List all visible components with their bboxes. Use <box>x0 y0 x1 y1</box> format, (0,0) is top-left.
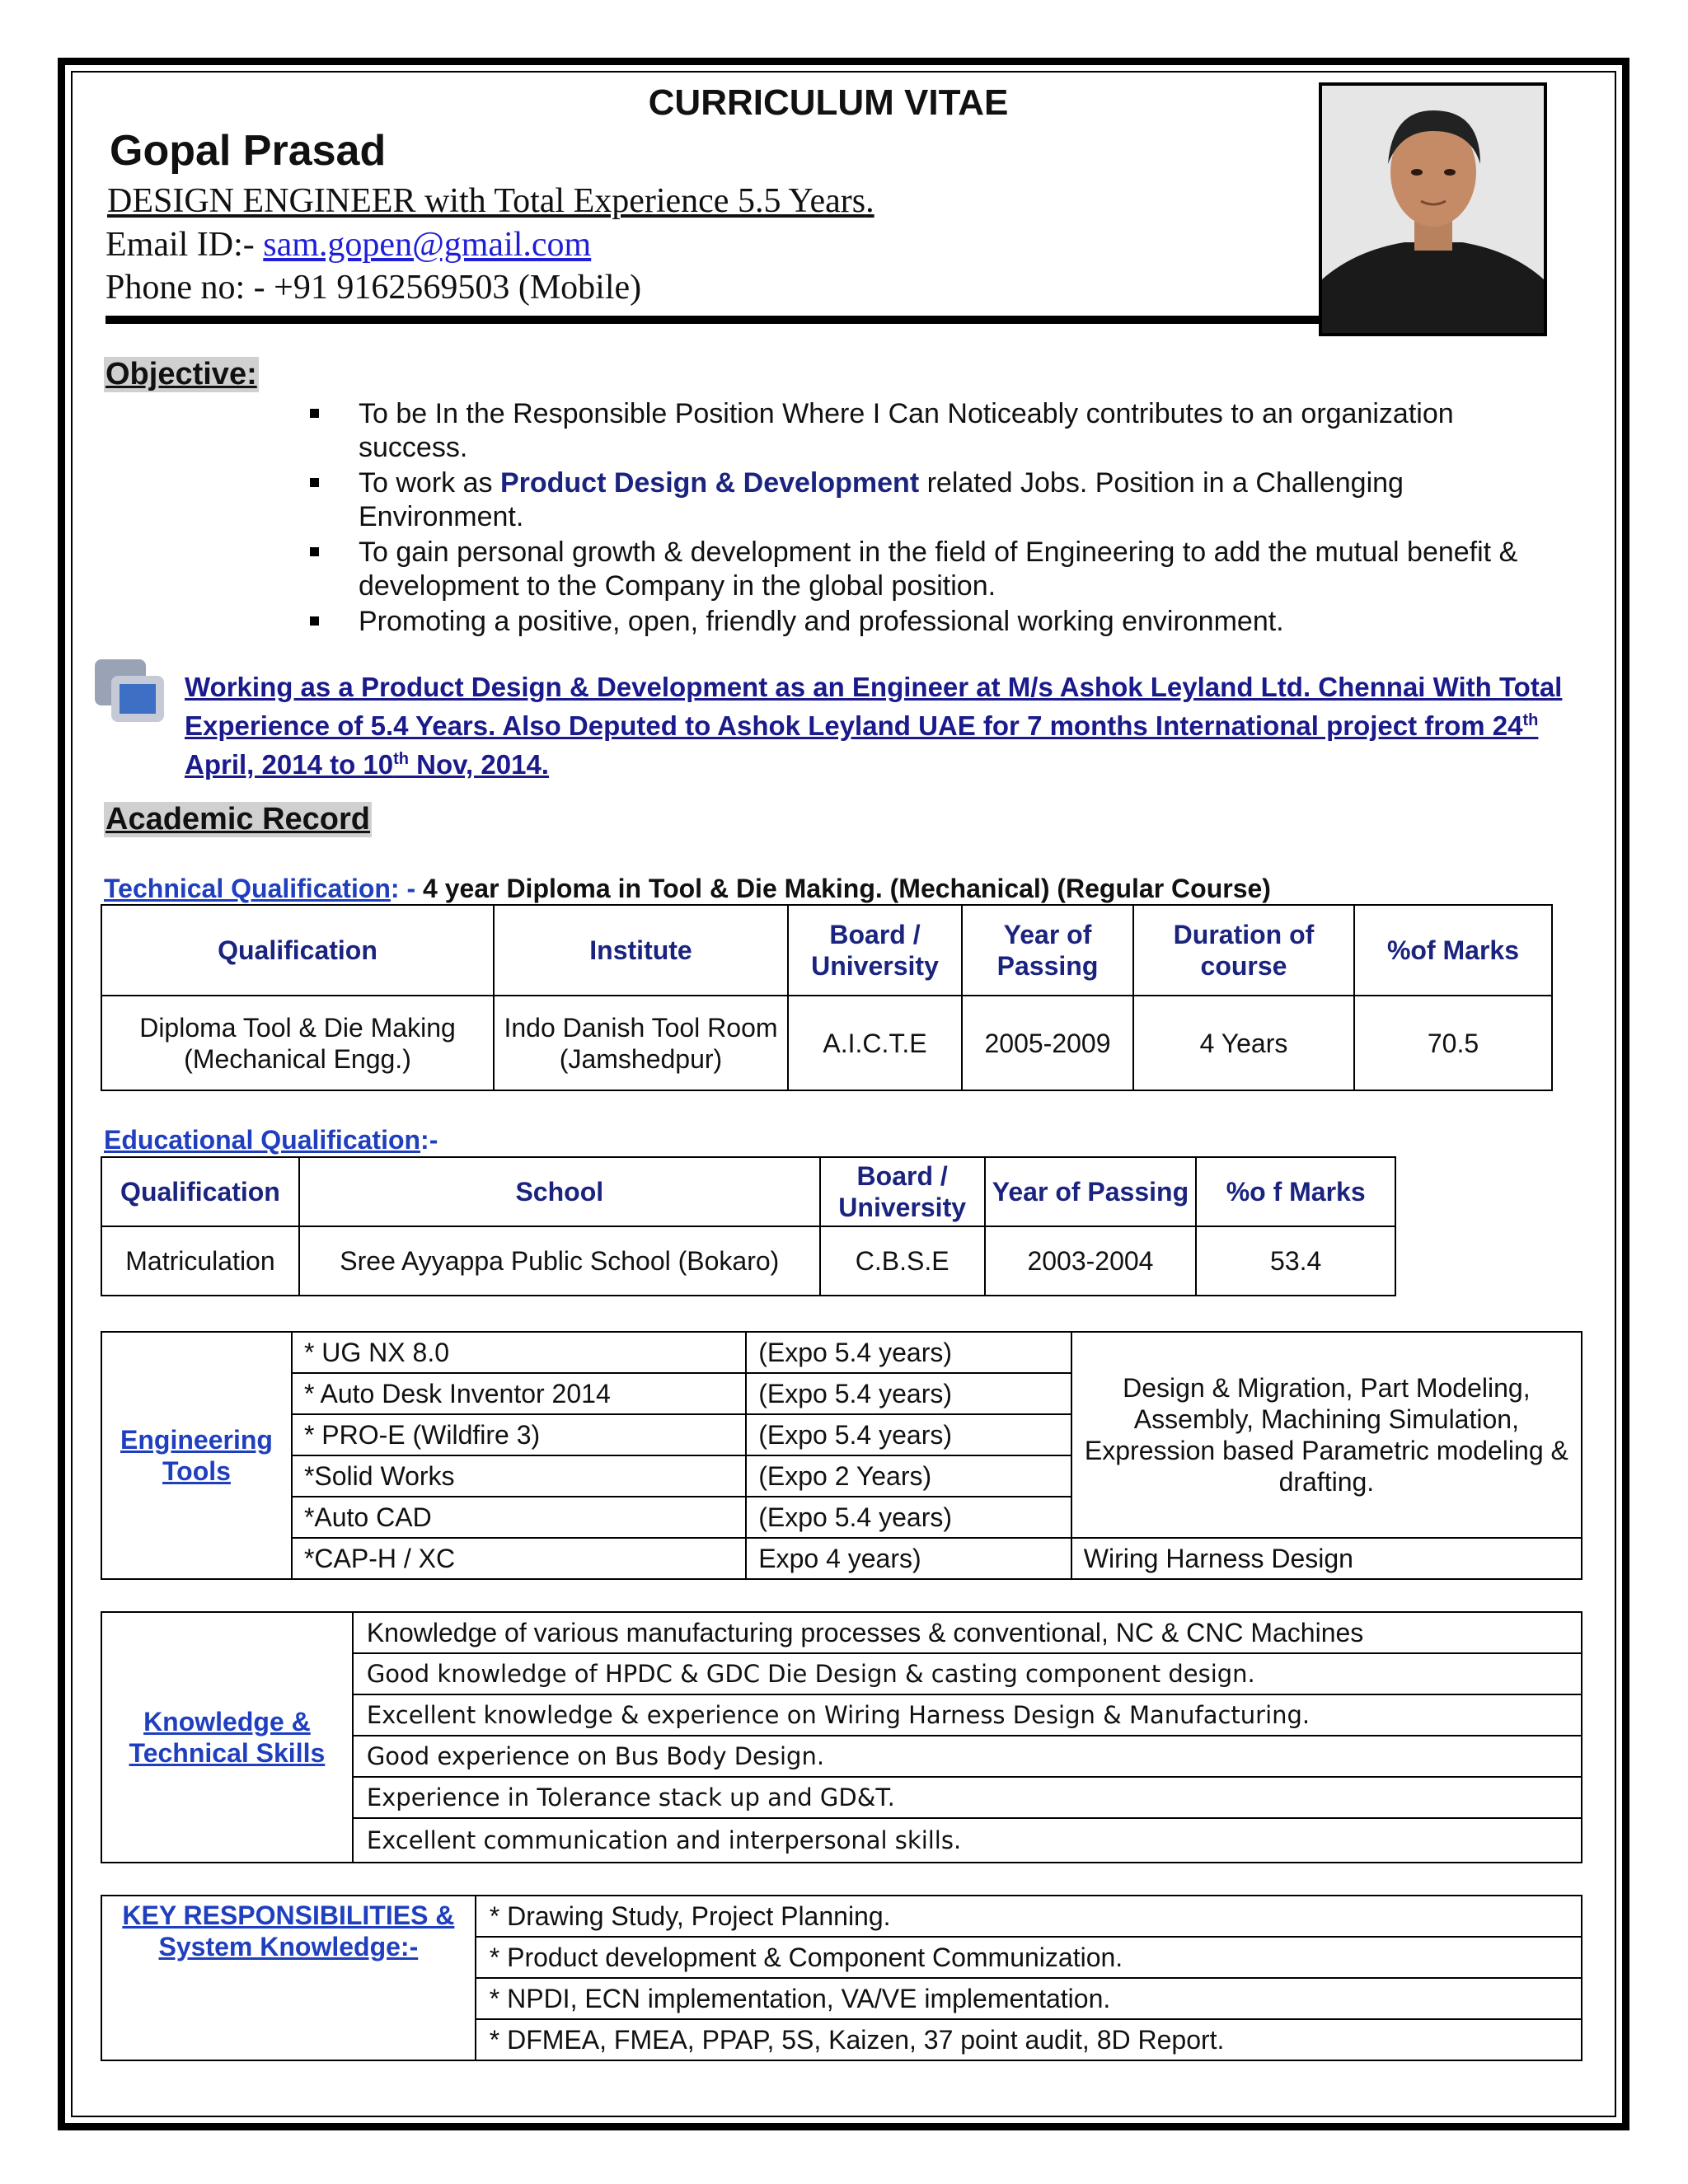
objective-heading: Objective: <box>106 357 257 391</box>
key-responsibilities-table <box>101 1895 1582 2061</box>
objective-list <box>313 397 1566 640</box>
list-item: Good knowledge of HPDC & GDC Die Design & casting component design. <box>353 1653 1582 1694</box>
email-label: Email ID:- <box>106 226 264 264</box>
tool-experience: (Expo 5.4 years) <box>746 1414 1071 1455</box>
tool-name: *Solid Works <box>292 1455 746 1497</box>
tool-name: * UG NX 8.0 <box>292 1332 746 1373</box>
engineering-tools-table <box>101 1331 1582 1580</box>
objective-item: To gain personal growth & development in the field of Engineering to add the mutual benefit & development to the Company in the global position. <box>313 536 1566 603</box>
tool-experience: Expo 4 years) <box>746 1538 1071 1579</box>
knowledge-skills-label: Knowledge & Technical Skills <box>101 1612 353 1863</box>
profile-photo <box>1319 82 1547 336</box>
table-header: Board / University <box>788 905 962 996</box>
table-header: Year of Passing <box>962 905 1133 996</box>
table-row: Diploma Tool & Die Making (Mechanical Engg.) Indo Danish Tool Room (Jamshedpur) A.I.C.T.E 2005-2009 4 Years 70.5 <box>101 996 1552 1090</box>
tool-name: * Auto Desk Inventor 2014 <box>292 1373 746 1414</box>
cv-title: CURRICULUM VITAE <box>648 82 1009 123</box>
list-item: Excellent knowledge & experience on Wiring Harness Design & Manufacturing. <box>353 1694 1582 1736</box>
educational-qualification-table <box>101 1156 1396 1296</box>
email-link[interactable]: sam.gopen@gmail.com <box>263 226 592 264</box>
table-header: School <box>299 1157 820 1226</box>
tools-description: Design & Migration, Part Modeling, Assembly, Machining Simulation, Expression based Parametric modeling & drafting. <box>1071 1332 1582 1538</box>
list-item: * NPDI, ECN implementation, VA/VE implementation. <box>476 1978 1582 2019</box>
header-divider <box>106 316 1321 324</box>
list-item: Good experience on Bus Body Design. <box>353 1736 1582 1777</box>
candidate-name: Gopal Prasad <box>110 127 387 175</box>
technical-qualification-heading: Technical Qualification: - 4 year Diploma in Tool & Die Making. (Mechanical) (Regular Course) <box>104 874 1271 903</box>
table-header: %o f Marks <box>1196 1157 1395 1226</box>
table-header: Duration of course <box>1133 905 1354 996</box>
designation: DESIGN ENGINEER with Total Experience 5.5 Years. <box>107 182 874 220</box>
list-item: * DFMEA, FMEA, PPAP, 5S, Kaizen, 37 point audit, 8D Report. <box>476 2019 1582 2060</box>
knowledge-skills-table <box>101 1611 1582 1863</box>
tool-experience: (Expo 5.4 years) <box>746 1497 1071 1538</box>
tool-name: * PRO-E (Wildfire 3) <box>292 1414 746 1455</box>
table-header: Institute <box>494 905 788 996</box>
objective-item: To be In the Responsible Position Where I Can Noticeably contributes to an organization success. <box>313 397 1566 465</box>
key-responsibilities-label: KEY RESPONSIBILITIES & System Knowledge:- <box>101 1896 476 2060</box>
windows-icon <box>93 658 167 725</box>
objective-item: To work as Product Design & Development related Jobs. Position in a Challenging Environment. <box>313 466 1566 534</box>
tool-experience: (Expo 2 Years) <box>746 1455 1071 1497</box>
educational-qualification-heading: Educational Qualification:- <box>104 1125 438 1155</box>
tool-name: *CAP-H / XC <box>292 1538 746 1579</box>
table-header: Qualification <box>101 905 494 996</box>
table-header: %of Marks <box>1354 905 1552 996</box>
tool-description: Wiring Harness Design <box>1071 1538 1582 1579</box>
table-header: Board / University <box>820 1157 985 1226</box>
table-header: Qualification <box>101 1157 299 1226</box>
phone-line: Phone no: - +91 9162569503 (Mobile) <box>106 269 642 307</box>
list-item: * Product development & Component Communization. <box>476 1937 1582 1978</box>
tool-name: *Auto CAD <box>292 1497 746 1538</box>
list-item: Excellent communication and interpersonal skills. <box>353 1818 1582 1863</box>
list-item: Knowledge of various manufacturing processes & conventional, NC & CNC Machines <box>353 1612 1582 1653</box>
table-header: Year of Passing <box>985 1157 1197 1226</box>
experience-summary: Working as a Product Design & Development as an Engineer at M/s Ashok Leyland Ltd. Chennai With Total Experience of 5.4 Years. Also Deputed to Ashok Leyland UAE for 7 months International project from 24th April, 2014 to 10th Nov, 2014. <box>185 672 1563 780</box>
list-item: Experience in Tolerance stack up and GD&T. <box>353 1777 1582 1818</box>
tool-experience: (Expo 5.4 years) <box>746 1373 1071 1414</box>
academic-heading: Academic Record <box>106 802 371 837</box>
tool-experience: (Expo 5.4 years) <box>746 1332 1071 1373</box>
objective-item: Promoting a positive, open, friendly and professional working environment. <box>313 605 1566 639</box>
table-row: Matriculation Sree Ayyappa Public School (Bokaro) C.B.S.E 2003-2004 53.4 <box>101 1226 1395 1296</box>
engineering-tools-label: Engineering Tools <box>101 1332 292 1579</box>
email-line <box>106 225 591 265</box>
list-item: * Drawing Study, Project Planning. <box>476 1896 1582 1937</box>
technical-qualification-table <box>101 904 1553 1091</box>
